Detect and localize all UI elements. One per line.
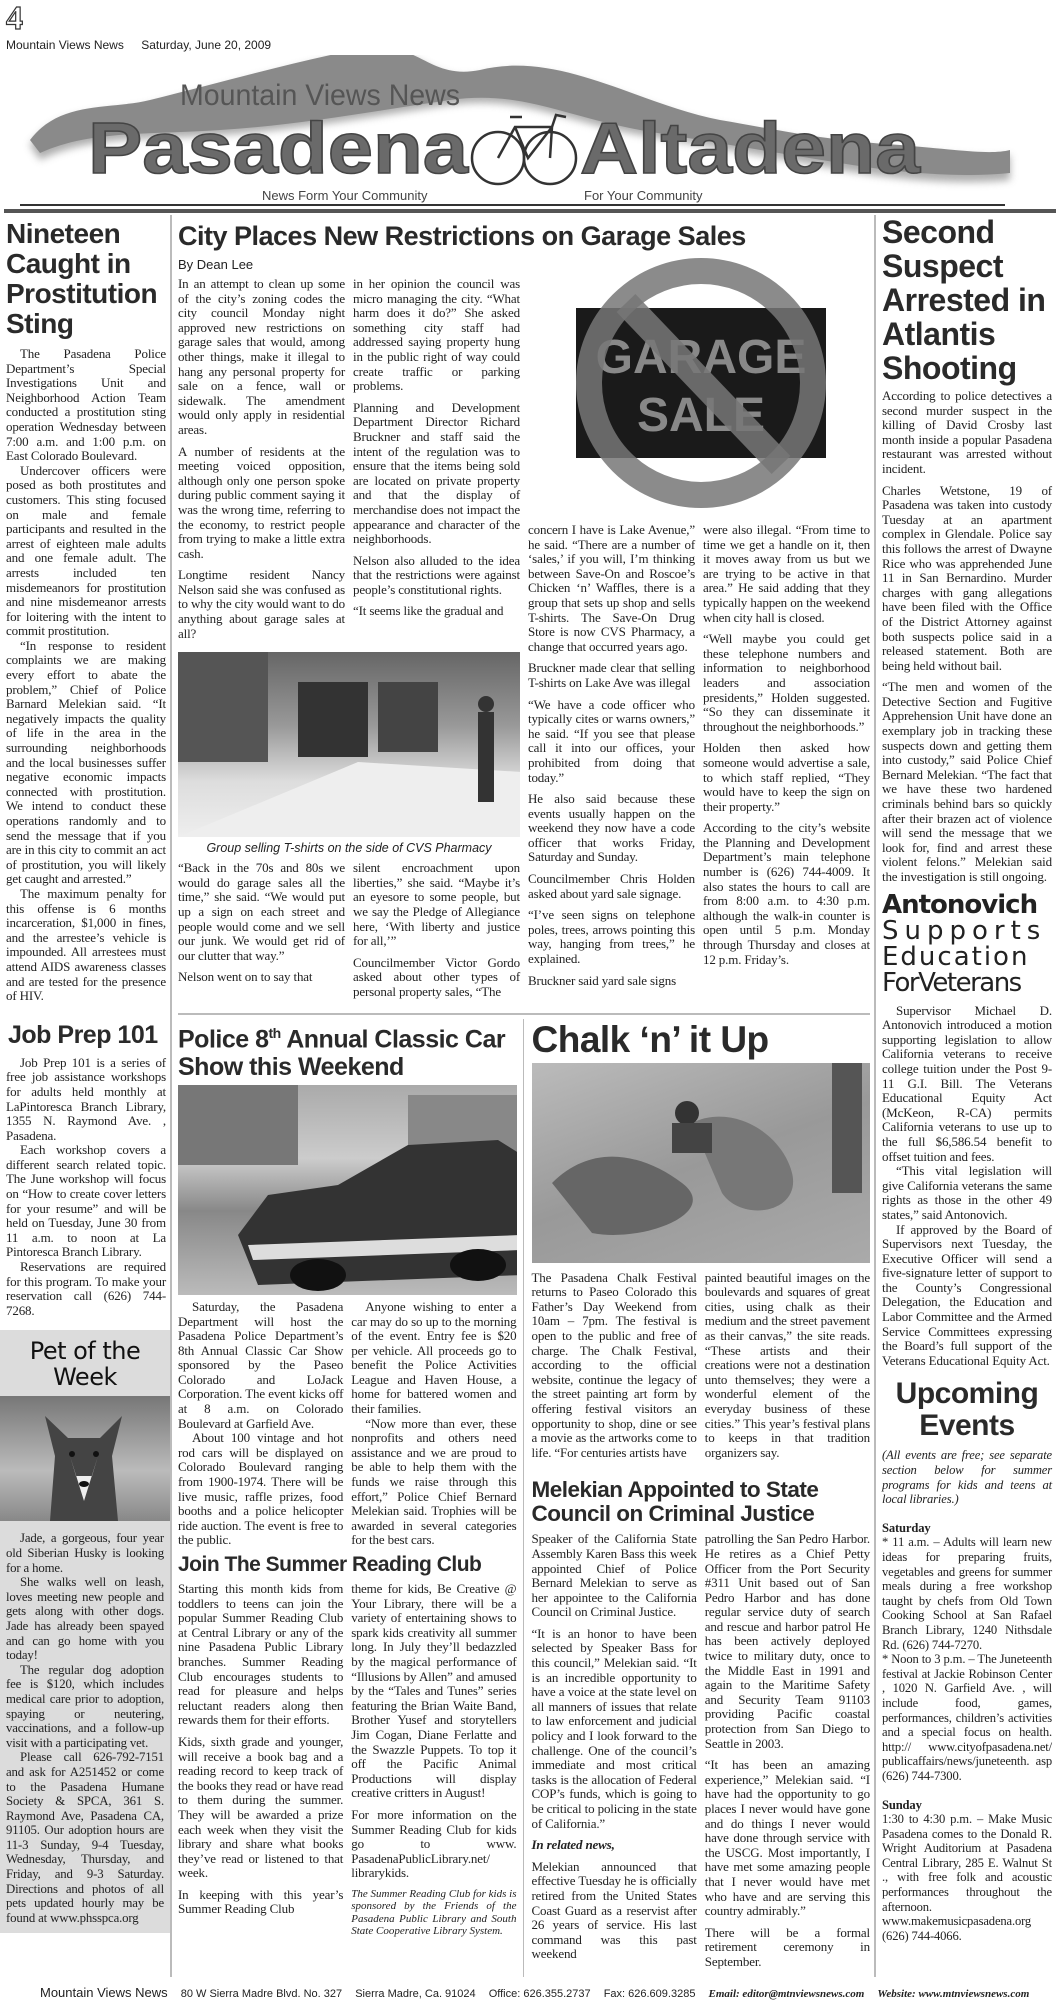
- paragraph: “We have a code officer who typically cites or warns owners,” he said. “If you see that please call it into our offices, your prohibited from doing that today.”: [528, 696, 695, 785]
- paragraph: Job Prep 101 is a series of free job assistance workshops for adults held monthly at LaPintoresca Branch Library, 1355 N. Raymond Ave. , Pasadena.: [6, 1054, 166, 1143]
- events-body: [882, 1448, 1052, 1943]
- paragraph: Please call 626-792-7151 and ask for A251452 or come to the Pasadena Humane Society & SPCA, 361 S. Raymond Ave, Pasadena CA, 91105. Our adoption hours are 11-3 Sunday, 9-4 Tuesday, Wednesday, Thursday, and Friday, and 9-3 Saturday. Directions and photos of all pets updated hourly may be found at www.phsspca.org: [6, 1750, 164, 1925]
- events-intro: (All events are free; see separate section below for summer programs for kids and teens at local libraries.): [882, 1448, 1052, 1507]
- events-headline: Upcoming Events: [895, 1377, 1039, 1443]
- classic-car-photo: [178, 1085, 517, 1295]
- carshow-headline-sup: th: [268, 1024, 281, 1041]
- carshow-col1: [178, 1300, 343, 1548]
- masthead-tagline-right: For Your Community: [584, 188, 703, 203]
- paragraph: According to the city’s website the Planning and Development Department’s main telephone number is (626) 744-4009. It also states the hours to call are from 8:00 a.m. to 4:30 p.m. although the walk-in counter is open until 5 p.m. Monday through Thursday and closes at 12 p.m. Friday’s.: [703, 820, 870, 967]
- garage-col2: [353, 277, 520, 648]
- paragraph: Bruckner made clear that selling T-shirts on Lake Ave was illegal: [528, 660, 695, 690]
- paragraph: Saturday, the Pasadena Department will host the Pasadena Police Department’s 8th Annual Classic Car Show sponsored by the Paseo Colorado and LoJack Corporation. The event kicks off at 8 a.m. on Colorado Boulevard at Garfield Ave.: [178, 1298, 344, 1431]
- paragraph: 1:30 to 4:30 p.m. – Make Music Pasadena comes to the Donald R. Wright Auditorium at Pasadena Central Library, 285 E. Walnut St ., with free folk and acoustic performances throughout the afternoon. www.makemusicpasadena.org (626) 744-4066.: [882, 1812, 1052, 1943]
- carshow-col2: [351, 1300, 516, 1548]
- atlantis-body: [882, 389, 1052, 885]
- paragraph: * Noon to 3 p.m. – The Juneteenth festival at Jackie Robinson Center , 1020 N. Garfield Ave. , will include food, games, performances, children’s activities and a special focus on health. http:// www.cityofpasadena.net/ publicaffairs/news/juneteenth. asp (626) 744-7300.: [882, 1652, 1052, 1783]
- paragraph: Speaker of the California State Assembly Karen Bass this week appointed Chief of Police Bernard Melekian to serve as her appointee to the California Council on Criminal Justice.: [531, 1531, 697, 1620]
- paragraph: in her opinion the council was micro managing the city. “What harm does it do?” She asked something city staff had addressed saying property hung in the public right of way could create traffic or parking problems.: [353, 276, 520, 394]
- footer-city: Sierra Madre, Ca. 91024: [355, 1987, 476, 2000]
- masthead-rule: [20, 204, 1005, 206]
- paragraph: Supervisor Michael D. Antonovich introduced a motion supporting legislation to allow California veterans to receive college tuition under the Post 9-11 G.I. Bill. The Veterans Educational Equity Act (McKeon, R-CA) permits California veterans to use up to the full $6,586.54 benefit to offset tuition and fees.: [882, 1002, 1052, 1164]
- lower-section: [178, 1013, 870, 1977]
- paragraph: “Well maybe you could get these telephone numbers and information to neighborhood leaders and association presidents,” Holden suggested. “So they can disseminate it throughout the neighborhoods.”: [703, 631, 870, 734]
- paragraph: She walks well on leash, loves meeting new people and gets along with other dogs. Jade has already been spayed and can go home with you today!: [6, 1575, 164, 1663]
- garage-sale-sign-image: [528, 253, 870, 523]
- paragraph: “It seems like the gradual and: [353, 603, 504, 619]
- prostitution-body: [6, 347, 166, 1004]
- paragraph: Melekian announced that effective Tuesday he is officially retired from the United States Coast Guard as a reservist after 26 years of service. His last command was this past weekend: [531, 1858, 697, 1962]
- lower-right-half: [532, 1019, 871, 1977]
- paragraph: In keeping with this year’s Summer Reading Club: [178, 1886, 344, 1917]
- masthead: [0, 55, 1056, 205]
- antonovich-headline-line: Supports: [882, 915, 1047, 946]
- pet-body: [0, 1521, 170, 1925]
- chalk-col2: [705, 1271, 870, 1461]
- husky-photo: [0, 1396, 170, 1521]
- paragraph: There will be a formal retirement ceremony in September.: [704, 1924, 870, 1969]
- melekian-col1-wrap: [532, 1532, 697, 1976]
- chalk-headline: Chalk ‘n’ it Up: [531, 1018, 769, 1060]
- jobprep-headline: Job Prep 101: [8, 1020, 158, 1049]
- garage-headline: City Places New Restrictions on Garage Sales: [178, 221, 746, 251]
- paragraph: Reservations are required for this program. To make your reservation call (626) 744-7268.: [6, 1259, 166, 1318]
- garage-right-half: [528, 253, 870, 1007]
- paragraph: “Back in the 70s and 80s we would do garage sales all the time,” she said. “We would put up a sign on each street and people would come and we sell our junk. We would get rid of our clutter that way.”: [178, 860, 345, 963]
- related-news-label: In related news,: [531, 1837, 615, 1853]
- sign-text-line1: GARAGE: [595, 331, 807, 384]
- melekian-col1: [532, 1532, 697, 1831]
- paragraph: concern I have is Lake Avenue,” he said. “There are a number of ‘sales,’ if you will, I’m thinking between Save-On and Roscoe’s Chicken ‘n’ Waffles, there is a group that sets up shop and sells T-shirts. The Save-On Drug Store is now CVS Pharmacy, a change that occurred years ago.: [528, 522, 695, 654]
- paragraph: “In response to resident complaints we are making every effort to abate the problem,” Chief of Police Barnard Melekian said. “It negatively impacts the quality of life in the area in the surrounding neighborhoods and the local businesses suffer negative economic impacts connected with prostitution. We intend to conduct these operations randomly and to send the message that if you are in this city to commit an act of prostitution, you will likely get caught and arrested.”: [6, 637, 166, 887]
- reading-columns: [178, 1582, 517, 1938]
- antonovich-headline-line: Antonovich: [882, 889, 1038, 920]
- reading-col2: [351, 1582, 516, 1881]
- paragraph: Longtime resident Nancy Nelson said she was confused as to why the city would want to do anything about garage sales at all?: [178, 567, 345, 641]
- paragraph: In an attempt to clean up some of the city’s zoning codes the city council Monday night approved new restrictions on garage sales that would, among other things, make it illegal to hang any personal property for sale on a fence, wall or sidewalk. The amendment would only apply in residential areas.: [178, 276, 345, 437]
- classic-car-image: [178, 1085, 517, 1295]
- garage-bottom-left: [178, 861, 345, 1006]
- paragraph: “The men and women of the Detective Section and Fugitive Apprehension Unit have done an exemplary job in tracking these suspects down and getting them into custody,” said Police Chief Bernard Melekian. “The fact that we have these two hardened criminals behind bars so quickly after their brazen act of violence will send the message that we look for, find and arrest these violent felons.” Melekian said the investigation is still ongoing.: [882, 679, 1052, 884]
- garage-col4: [703, 523, 870, 995]
- jobprep-body: [6, 1056, 166, 1319]
- carshow-headline-text: Annual Classic Car Show this Weekend: [178, 1024, 506, 1081]
- garage-col3: [528, 523, 695, 995]
- antonovich-headline: [882, 889, 1052, 998]
- garage-top-columns: [178, 277, 520, 648]
- dateline: [6, 38, 285, 52]
- bicycle-icon: [472, 115, 576, 184]
- footer-address: 80 W Sierra Madre Blvd. No. 327: [180, 1987, 343, 2000]
- page-header: [0, 0, 1056, 215]
- lower-left-half: [178, 1019, 524, 1977]
- events-day-saturday: Saturday: [882, 1520, 931, 1535]
- masthead-tagline-left: News Form Your Community: [262, 188, 428, 203]
- photo-caption: Group selling T-shirts on the side of CVS Pharmacy: [206, 841, 492, 856]
- paragraph: Planning and Development Department Director Richard Bruckner and staff said the intent of the regulation was to ensure that the items being sold are located on private property and that the display of merchandise does not impact the appearance and character of the neighborhoods.: [353, 399, 520, 547]
- husky-image: [0, 1396, 170, 1521]
- paragraph: Each workshop covers a different search related topic. The June workshop will focus on “How to create cover letters for your resume” and will be held on Tuesday, June 30 from 11 a.m. to noon at La Pintoresca Branch Library.: [6, 1142, 166, 1260]
- masthead-top: Mountain Views News: [180, 79, 460, 112]
- sign-text-line2: SALE: [636, 389, 766, 442]
- page-number: 4: [6, 0, 23, 37]
- right-column: [876, 215, 1056, 1977]
- garage-article: [178, 253, 870, 1007]
- garage-col1: [178, 277, 345, 648]
- paragraph: Holden then asked how someone would advertise a sale, to which staff replied, “They would have to keep the sign on their property.”: [703, 740, 870, 814]
- footer-website[interactable]: Website: www.mtnviewsnews.com: [877, 1987, 1030, 2000]
- paragraph: For more information on the Summer Reading Club for kids go to www. PasadenaPublicLibrary.net/ librarykids.: [351, 1806, 517, 1881]
- melekian-columns: [532, 1532, 871, 1976]
- carshow-headline-text: Police 8: [178, 1024, 269, 1053]
- chalk-festival-image: [532, 1063, 871, 1263]
- paragraph: Kids, sixth grade and younger, will receive a book bag and a reading record to keep track of the books they read or have read to them during the summer. They will be awarded a prize each week when they visit the library and share what books they’ve read or listened to that week.: [178, 1733, 344, 1881]
- chalk-festival-photo: [532, 1063, 871, 1263]
- paragraph: Jade, a gorgeous, four year old Siberian Husky is looking for a home.: [6, 1531, 164, 1575]
- paragraph: Councilmember Chris Holden asked about yard sale signage.: [528, 871, 695, 901]
- chalk-columns: [532, 1271, 871, 1461]
- garage-left-half: [178, 253, 520, 1007]
- paragraph: The Pasadena Chalk Festival returns to Paseo Colorado this Father’s Day Weekend from 10am – 7pm. The festival is open to the public and free of charge. The Chalk Festival, according to the official website, continue the legacy of the street painting art form by offering festival visitors an opportunity to shop, dine or see a movie as the artworks come to life. “For centuries artists have: [531, 1269, 697, 1460]
- garage-right-columns: [528, 523, 870, 995]
- carshow-headline: [178, 1019, 517, 1081]
- page-columns: [0, 215, 1056, 1977]
- antonovich-headline-line: ForVeterans: [882, 967, 1021, 998]
- dateline-date: Saturday, June 20, 2009: [141, 38, 272, 52]
- middle-column: [172, 215, 876, 1977]
- footer-email[interactable]: Email: editor@mtnviewsnews.com: [708, 1987, 865, 2000]
- masthead-rule: [4, 209, 1056, 213]
- prostitution-headline: Nineteen Caught in Prostitution Sting: [6, 218, 158, 339]
- reading-col1: [178, 1582, 343, 1938]
- paragraph: “It has been an amazing experience,” Melekian said. “I have had the opportunity to go places I never would have gone and do things I never would have done through service with the USCG. Most importantly, I have met some amazing people that I never would have met who have and are serving this country admirably.”: [704, 1757, 870, 1919]
- antonovich-headline-line: Education: [882, 941, 1030, 972]
- paragraph: The Pasadena Police Department’s Special Investigations Unit and Neighborhood Action Team conducted a prostitution sting operation Wednesday between 7:00 a.m. and 1:00 p.m. on East Colorado Boulevard.: [6, 346, 166, 464]
- footer: [0, 1977, 1056, 2006]
- paragraph: theme for kids, Be Creative @ Your Library, there will be a variety of entertaining shows to spark kids creativity all summer long. In July they’ll bedazzled by the magical performance of “Illusions by Allen” and amused by the “Tales and Tunes” series featuring the Brian Waite Band, Brother Yusef and storytellers Jim Cogan, Diane Ferlatte and the Swazzle Puppets. To top it off the Pacific Animal Productions will display creative critters in August!: [351, 1581, 517, 1801]
- paragraph: silent encroachment upon liberties,” she said. “Maybe it’s an eyesore to some people, but we say the Pledge of Allegiance here, ‘With liberty and justice for all,’”: [353, 860, 520, 949]
- footer-fax: Fax: 626.609.3285: [603, 1987, 696, 2000]
- pet-headline: Pet of the Week: [29, 1337, 141, 1392]
- masthead-right-word: Altadena: [580, 109, 922, 189]
- footer-brand: Mountain Views News: [40, 1984, 168, 2000]
- paragraph: According to police detectives a second murder suspect in the killing of David Crosby last month inside a popular Pasadena restaurant was arrested without incident.: [882, 388, 1052, 476]
- paragraph: “Now more than ever, these nonprofits and others need assistance and we are proud to be able to help them with the funds we raise through this effort,” Police Chief Bernard Melekian said. Trophies will be awarded in several categories for the best cars.: [351, 1415, 517, 1548]
- left-column: [0, 215, 172, 1977]
- paragraph: If approved by the Board of Supervisors next Tuesday, the Executive Officer will send a five-signature letter of support to the County’s Congressional Delegation, the Education and Labor Committee and the Armed Service Committees expressing the Board’s full support of the Veterans Educational Equity Act.: [882, 1221, 1052, 1368]
- paragraph: The regular dog adoption fee is $120, which includes medical care prior to adoption, spaying or neutering, vaccinations, and a follow-up visit with a participating vet.: [6, 1662, 164, 1750]
- footer-office: Office: 626.355.2737: [488, 1987, 591, 2000]
- paragraph: He also said because these events usually happen on the weekend they now have a code officer that works Friday, Saturday and Sunday.: [528, 791, 695, 865]
- paragraph: Charles Wetstone, 19 of Pasadena was taken into custody Tuesday at an apartment complex in Glendale. Police say this follows the arrest of Dwayne Rice who was apprehended June 11 in San Bernardino. Murder charges with gang allegations have been filed with the Office of the District Attorney against both suspects police said in a released statement. Both are being held without bail.: [882, 482, 1052, 673]
- paragraph: The maximum penalty for this offense is 6 months incarceration, $1,000 in fines, and the arrestee’s vehicle is impounded. All arrestees must attend AIDS awareness classes and are tested for the presence of HIV.: [6, 885, 166, 1004]
- garage-bottom-right: [353, 861, 520, 1006]
- saturday-events: [882, 1535, 1052, 1783]
- tshirt-vendors-image: [178, 652, 520, 837]
- paragraph: Councilmember Victor Gordo asked about other types of personal property sales, “The: [353, 954, 520, 999]
- paragraph: Undercover officers were posed as both prostitutes and customers. This sting focused on male and female participants and resulted in the arrest of eighteen male adults and one female adult. The arrests included ten misdemeanors for prostitution and nine misdemeanor arrests for loitering with the intent to commit prostitution.: [6, 462, 166, 639]
- paragraph: Bruckner said yard sale signs: [528, 972, 677, 988]
- paragraph: A number of residents at the meeting voiced opposition, although only one person spoke during public comment saying it was the wrong time, referring to the economy, to restrict people from trying to make a little extra cash.: [178, 443, 345, 561]
- reading-headline: Join The Summer Reading Club: [178, 1553, 482, 1577]
- paragraph: Nelson went on to say that: [178, 969, 313, 985]
- no-garage-sale-graphic: [566, 253, 836, 523]
- tshirt-vendors-photo: [178, 652, 520, 837]
- reading-sponsor: The Summer Reading Club for kids is sponsored by the Friends of the Pasadena Public Library and South State Cooperative Library System.: [351, 1887, 517, 1938]
- masthead-left-word: Pasadena: [88, 109, 470, 189]
- atlantis-headline: Second Suspect Arrested in Atlantis Shooting: [882, 214, 1046, 386]
- garage-byline: By Dean Lee: [178, 257, 254, 272]
- paragraph: “This vital legislation will give California veterans the same rights as those in the other 49 states,” said Antonovich.: [882, 1163, 1052, 1222]
- paragraph: Nelson also alluded to the idea that the restrictions were against people’s constitutional rights.: [353, 552, 520, 597]
- paragraph: * 11 a.m. – Adults will learn new ideas for preparing fruits, vegetables and greens for summer meals during a free workshop taught by chefs from Old Town Cooking School at San Rafael Branch Library, 1240 Nithsdale Rd. (626) 744-7270.: [882, 1535, 1052, 1652]
- masthead-graphic: [0, 55, 1056, 205]
- pet-of-week-box: [0, 1330, 170, 1933]
- sunday-events: [882, 1812, 1052, 1943]
- paragraph: “I’ve seen signs on telephone poles, trees, arrows pointing this way, hanging from trees,” he explained.: [528, 907, 695, 967]
- reading-col2-wrap: [351, 1582, 516, 1938]
- melekian-headline: Melekian Appointed to State Council on Criminal Justice: [531, 1477, 819, 1527]
- paragraph: About 100 vintage and hot rod cars will be displayed on Colorado Boulevard ranging from 1900-1974. There will be live music, raffle prizes, food booths and a police helicopter ride auction. The event is free to the public.: [178, 1430, 344, 1548]
- paragraph: Anyone wishing to enter a car may do so up to the morning of the event. Entry fee is $20 per vehicle. All proceeds go to benefit the Police Activities League and Haven House, a home for battered women and their families.: [351, 1298, 517, 1417]
- garage-bottom-columns: [178, 861, 520, 1006]
- paragraph: “It is an honor to have been selected by Speaker Bass for this council,” Melekian said. “It is an incredible opportunity to have a voice at the state level on all manners of issues that relate to law enforcement and judicial policy and I look forward to the challenge. One of the council’s immediate and most critical tasks is the allocation of Federal COP’s funds, which is going to be critical to policing in the state of California.”: [531, 1625, 697, 1831]
- dateline-paper: Mountain Views News: [6, 38, 124, 52]
- paragraph: painted beautiful images on the boulevards and squares of great cities, using chalk as their medium and the street pavement as their canvas,” the site reads. “These artists and their creations were not a destination unto themselves; they were a wonderful element of the everyday business of these cities.” This year’s festival plans to keeps in that tradition organizers say.: [704, 1269, 870, 1460]
- antonovich-body: [882, 1004, 1052, 1369]
- melekian-col2: [705, 1532, 870, 1976]
- melekian-col1b: [532, 1860, 697, 1962]
- paragraph: Starting this month kids from toddlers to teens can join the popular Summer Reading Club at Central Library or any of the nine Pasadena Public Library branches. Summer Reading Club encourages students to read for pleasure and helps reluctant readers along then rewards them for their efforts.: [178, 1581, 344, 1728]
- paragraph: patrolling the San Pedro Harbor. He retires as a Chief Petty Officer from the Port Security #311 Unit based out of San Pedro Harbor and has done regular service duty of search and rescue and harbor patrol He has been actively deployed twice to military duty, once to the Middle East in 1991 and again to the Maritime Safety and Security Team 91103 providing Pacific coastal protection from San Diego to Seattle in 2003.: [704, 1531, 870, 1751]
- events-day-sunday: Sunday: [882, 1797, 922, 1812]
- carshow-columns: [178, 1300, 517, 1548]
- chalk-col1: [532, 1271, 697, 1461]
- paragraph: were also illegal. “From time to time we get a handle on it, then it moves away from us but we are trying to be active in that area.” He said adding that they typically happen on the weekend when city hall is closed.: [703, 522, 870, 625]
